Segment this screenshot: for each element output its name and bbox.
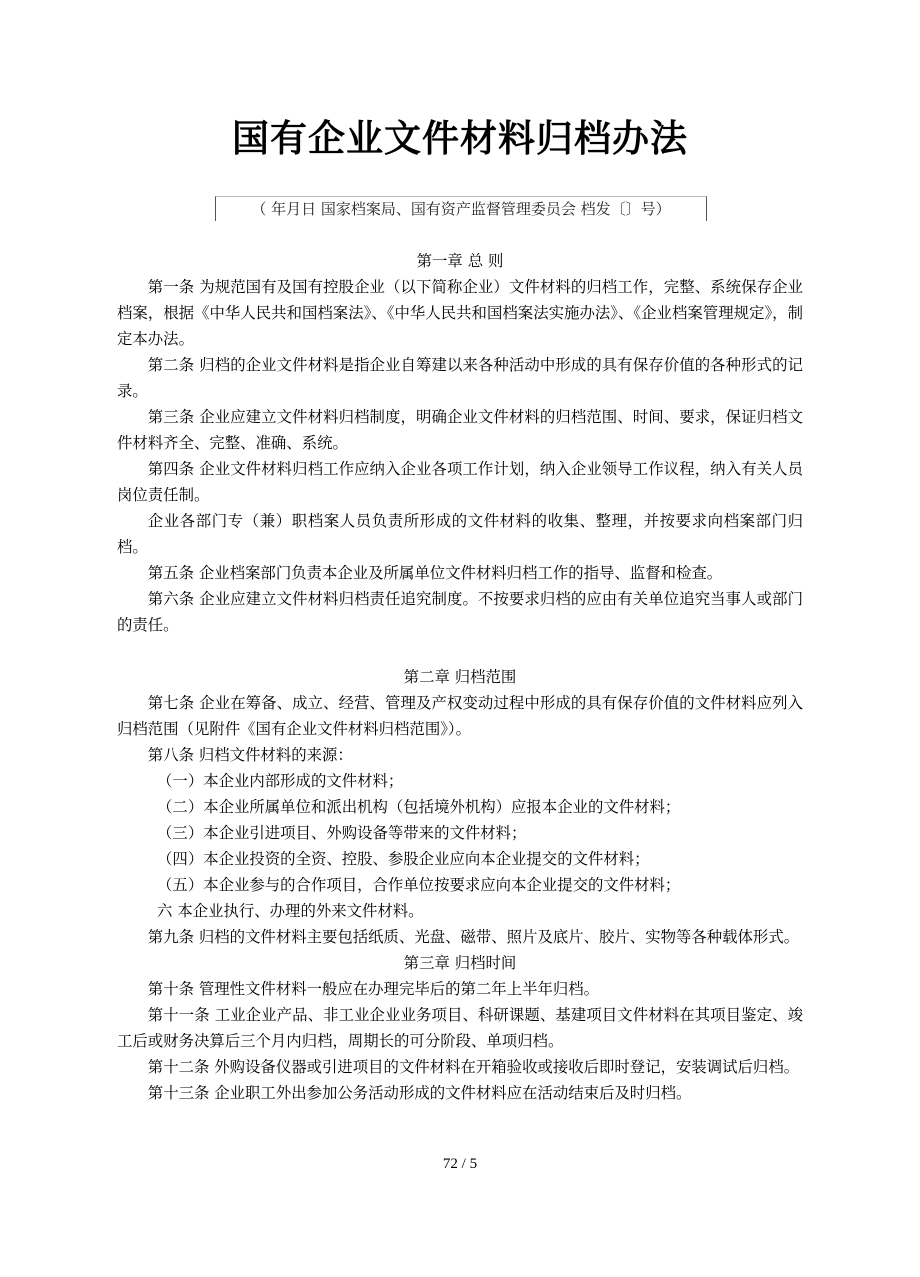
article-paragraph: 企业各部门专（兼）职档案人员负责所形成的文件材料的收集、整理，并按要求向档案部门归档。: [117, 512, 803, 556]
document-subtitle: （ 年月日 国家档案局、国有资产监督管理委员会 档发〔〕号）: [215, 196, 707, 221]
article: 第五条 企业档案部门负责本企业及所属单位文件材料归档工作的指导、监督和检查。: [147, 564, 723, 582]
article: 第七条 企业在筹备、成立、经营、管理及产权变动过程中形成的具有保存价值的文件材料应列入归档范围（见附件《国有企业文件材料归档范围》）。: [117, 694, 803, 738]
article: 第十三条 企业职工外出参加公务活动形成的文件材料应在活动结束后及时归档。: [147, 1084, 692, 1102]
page-number: 72 / 5: [442, 1156, 478, 1172]
list-item: （五）本企业参与的合作项目，合作单位按要求应向本企业提交的文件材料；: [157, 876, 681, 894]
chapter-heading: 第一章 总 则: [416, 252, 504, 270]
article: 第四条 企业文件材料归档工作应纳入企业各项工作计划，纳入企业领导工作议程，纳入有关人员岗位责任制。: [117, 460, 803, 504]
article: 第三条 企业应建立文件材料归档制度，明确企业文件材料的归档范围、时间、要求，保证归档文件材料齐全、完整、准确、系统。: [117, 408, 803, 452]
article: 第八条 归档文件材料的来源：: [147, 746, 353, 764]
article: 第六条 企业应建立文件材料归档责任追究制度。不按要求归档的应由有关单位追究当事人或部门的责任。: [117, 590, 803, 634]
article: 第十二条 外购设备仪器或引进项目的文件材料在开箱验收或接收后即时登记，安装调试后归档。: [147, 1058, 800, 1076]
article: 第一条 为规范国有及国有控股企业（以下简称企业）文件材料的归档工作，完整、系统保存企业档案，根据《中华人民共和国档案法》、《中华人民共和国档案法实施办法》、《企业档案管理规定》，制定本办法。: [117, 278, 803, 348]
article: 第十一条 工业企业产品、非工业企业业务项目、科研课题、基建项目文件材料在其项目鉴定、竣工后或财务决算后三个月内归档，周期长的可分阶段、单项归档。: [117, 1006, 803, 1050]
list-item: （三）本企业引进项目、外购设备等带来的文件材料；: [157, 824, 527, 842]
spacer: [117, 638, 803, 664]
article: 第九条 归档的文件材料主要包括纸质、光盘、磁带、照片及底片、胶片、实物等各种载体形式。: [147, 928, 800, 946]
list-item: （一）本企业内部形成的文件材料；: [157, 772, 404, 790]
chapter-heading: 第三章 归档时间: [403, 954, 517, 972]
article: 第十条 管理性文件材料一般应在办理完毕后的第二年上半年归档。: [147, 980, 600, 998]
article: 第二条 归档的企业文件材料是指企业自筹建以来各种活动中形成的具有保存价值的各种形式的记录。: [117, 356, 803, 400]
list-item: 六 本企业执行、办理的外来文件材料。: [157, 902, 424, 920]
list-item: （二）本企业所属单位和派出机构（包括境外机构）应报本企业的文件材料；: [157, 798, 681, 816]
document-body: [117, 248, 803, 1106]
document-title: 国有企业文件材料归档办法: [232, 116, 688, 160]
list-item: （四）本企业投资的全资、控股、参股企业应向本企业提交的文件材料；: [157, 850, 650, 868]
chapter-heading: 第二章 归档范围: [403, 668, 517, 686]
